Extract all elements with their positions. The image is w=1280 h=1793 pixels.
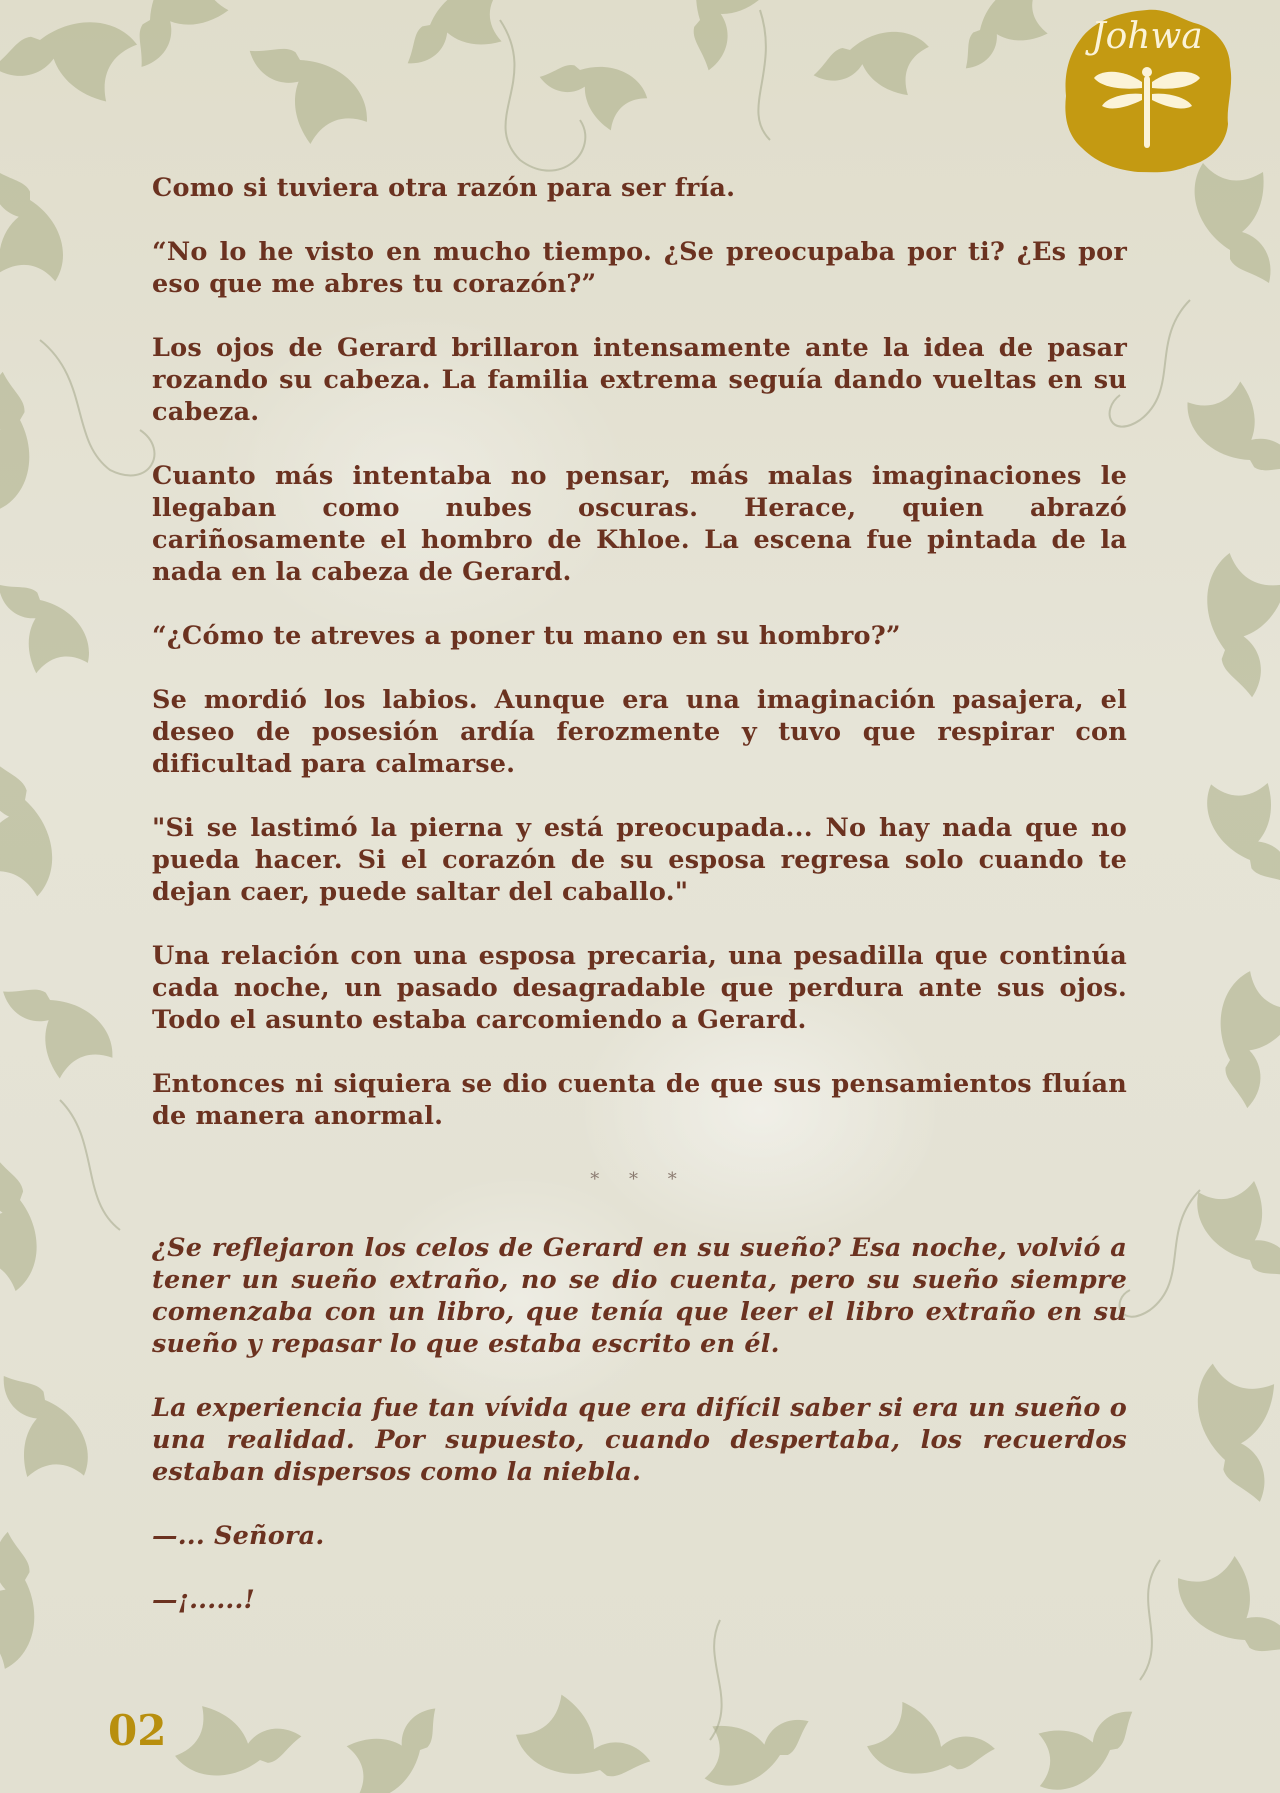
paragraph: "Si se lastimó la pierna y está preocupada... No hay nada que no pueda hacer. Si el corazón de su esposa regresa solo cuando te dejan caer, puede saltar del caballo." xyxy=(152,813,1127,907)
section-separator: * * * xyxy=(590,1169,689,1190)
logo-text: Johwa xyxy=(1091,16,1203,57)
paragraph: Entonces ni siquiera se dio cuenta de que sus pensamientos fluían de manera anormal. xyxy=(152,1069,1127,1131)
dream-paragraph: La experiencia fue tan vívida que era difícil saber si era un sueño o una realidad. Por supuesto, cuando despertaba, los recuerdos estaban dispersos como la niebla. xyxy=(152,1393,1127,1487)
paragraph: Los ojos de Gerard brillaron intensamente ante la idea de pasar rozando su cabeza. La familia extrema seguía dando vueltas en su cabeza. xyxy=(152,333,1127,427)
page-number: 02 xyxy=(108,1706,167,1755)
dream-paragraph: —... Señora. xyxy=(152,1521,325,1551)
paragraph: Una relación con una esposa precaria, una pesadilla que continúa cada noche, un pasado desagradable que perdura ante sus ojos. Todo el asunto estaba carcomiendo a Gerard. xyxy=(152,941,1127,1035)
dragonfly-icon xyxy=(1092,62,1202,154)
paragraph: Como si tuviera otra razón para ser fría. xyxy=(152,173,736,203)
johwa-logo xyxy=(1058,6,1236,176)
paragraph: “No lo he visto en mucho tiempo. ¿Se preocupaba por ti? ¿Es por eso que me abres tu corazón?” xyxy=(152,237,1127,299)
paragraph: “¿Cómo te atreves a poner tu mano en su hombro?” xyxy=(152,621,901,651)
story-text xyxy=(152,172,1127,1648)
paragraph: Cuanto más intentaba no pensar, más malas imaginaciones le llegaban como nubes oscuras. Herace, quien abrazó cariñosamente el hombro de Khloe. La escena fue pintada de la nada en la cabeza de Gerard. xyxy=(152,461,1127,587)
paragraph: Se mordió los labios. Aunque era una imaginación pasajera, el deseo de posesión ardía ferozmente y tuvo que respirar con dificultad para calmarse. xyxy=(152,685,1127,779)
dream-paragraph: ¿Se reflejaron los celos de Gerard en su sueño? Esa noche, volvió a tener un sueño extraño, no se dio cuenta, pero su sueño siempre comenzaba con un libro, que tenía que leer el libro extraño en su sueño y repasar lo que estaba escrito en él. xyxy=(152,1233,1127,1359)
dream-paragraph: —¡......! xyxy=(152,1585,255,1615)
